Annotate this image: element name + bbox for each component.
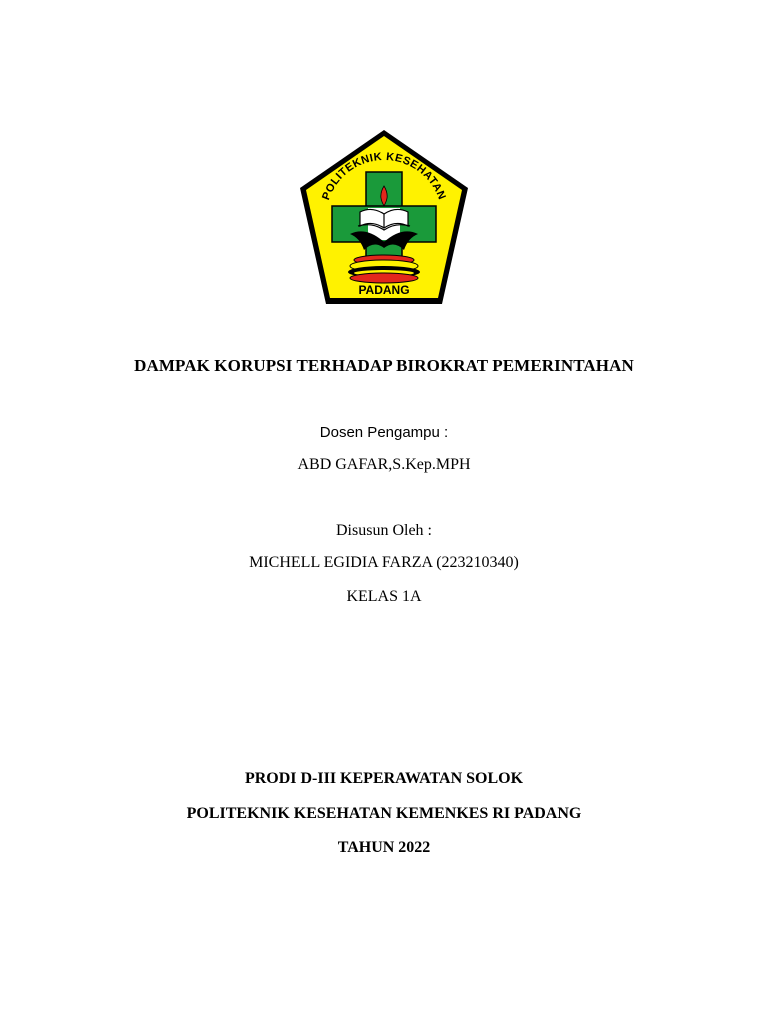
- author-label: Disusun Oleh :: [336, 522, 432, 539]
- class-name: KELAS 1A: [346, 588, 422, 605]
- lecturer-name: ABD GAFAR,S.Kep.MPH: [297, 456, 471, 473]
- stepped-base: [348, 255, 420, 283]
- institution-name: POLITEKNIK KESEHATAN KEMENKES RI PADANG: [186, 805, 582, 822]
- lecturer-label: Dosen Pengampu :: [319, 424, 449, 441]
- document-year: TAHUN 2022: [337, 839, 431, 856]
- study-program: PRODI D-III KEPERAWATAN SOLOK: [244, 770, 524, 787]
- author-name: MICHELL EGIDIA FARZA (223210340): [249, 554, 519, 571]
- document-title: DAMPAK KORUPSI TERHADAP BIROKRAT PEMERINTAHAN: [134, 356, 634, 375]
- poltekkes-padang-logo: [296, 126, 472, 310]
- logo-bottom-text: PADANG: [358, 283, 410, 297]
- logo-arc-text: POLITEKNIK KESEHATAN: [320, 150, 448, 202]
